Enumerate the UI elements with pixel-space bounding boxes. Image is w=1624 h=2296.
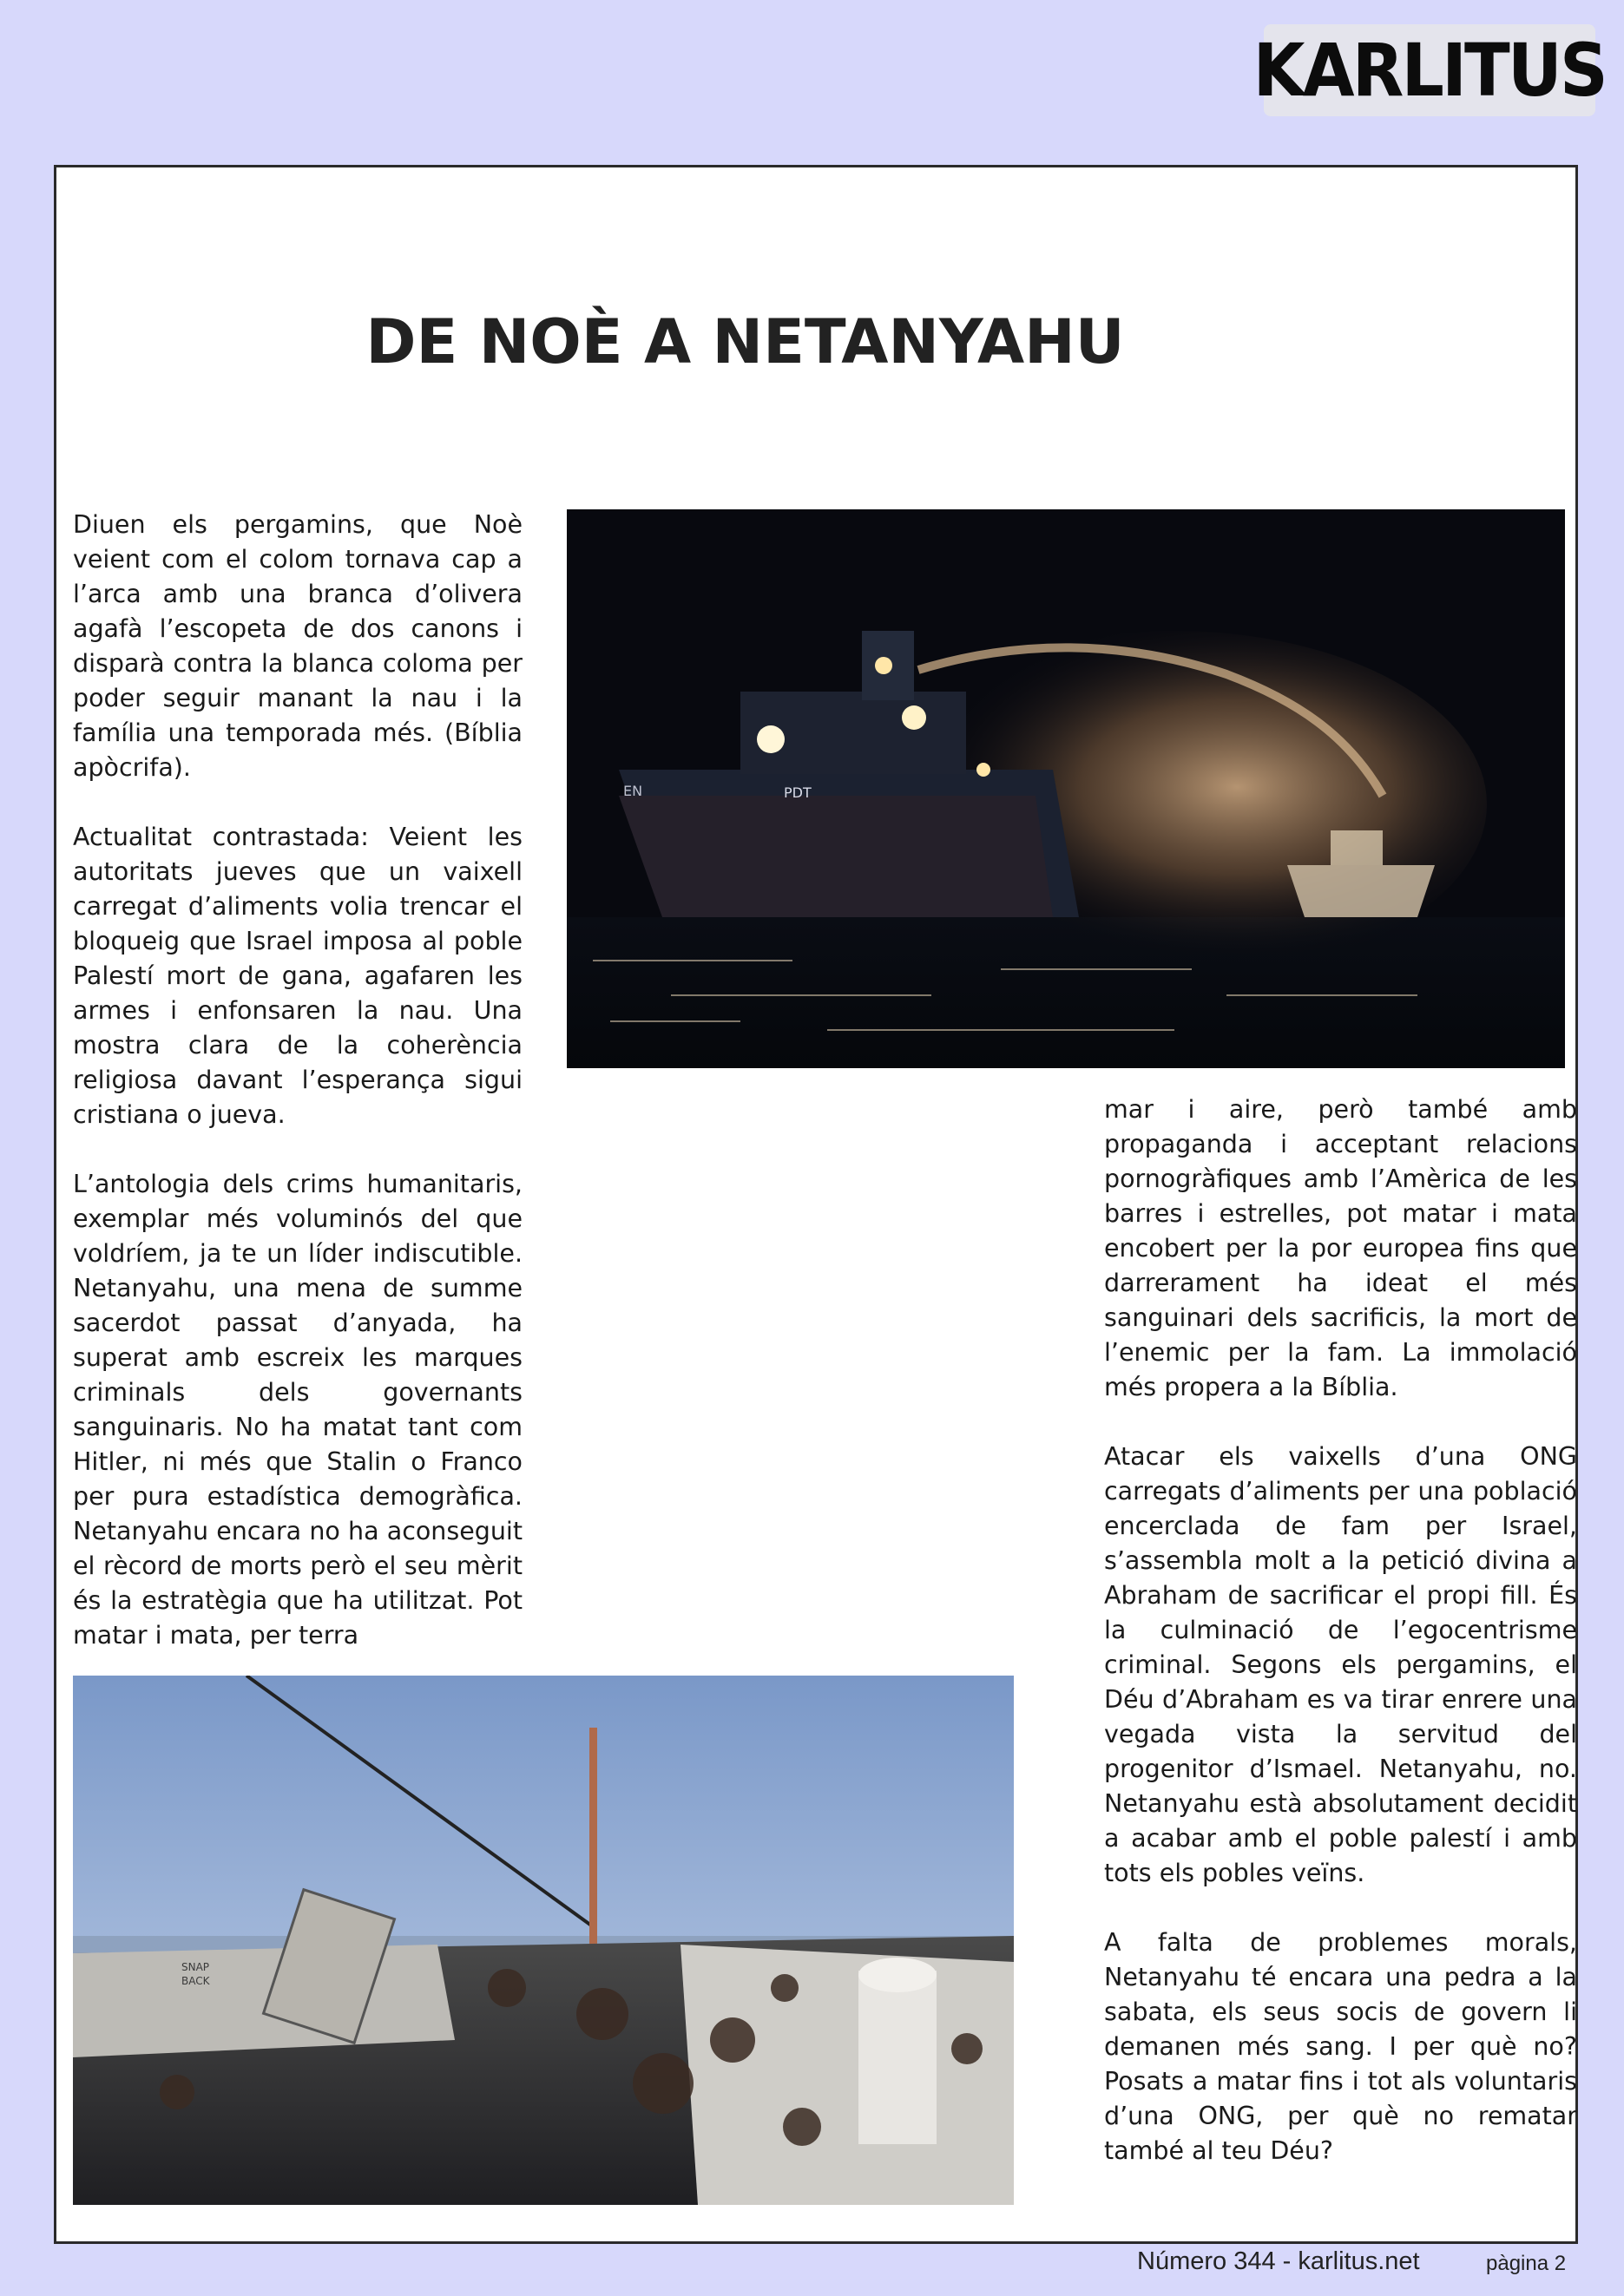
paragraph: Actualitat contrastada: Veient les autoritats jueves que un vaixell carregat d’aliments volia trencar el bloqueig que Israel imposa al poble Palestí mort de gana, agafaren les armes i enfonsaren la nau. Una mostra clara de la coherència religiosa davant l’esperança sigui cristiana o jueva. — [73, 823, 523, 1129]
paragraph: Diuen els pergamins, que Noè veient com el colom tornava cap a l’arca amb una branca d’olivera agafà l’escopeta de dos canons i disparà contra la blanca coloma per poder seguir manant la nau i la família una temporada més. (Bíblia apòcrifa). — [73, 510, 523, 782]
article-title: DE NOÈ A NETANYAHU — [365, 306, 1125, 377]
footer-issue: Número 344 - karlitus.net — [1137, 2247, 1420, 2275]
deck-sign-text: BACK — [181, 1975, 210, 1987]
paragraph: Atacar els vaixells d’una ONG carregats d’aliments per una població encerclada de fam per Israel, s’assembla molt a la petició divina a Abraham de sacrificar el propi fill. És la culminació de l’egocentrisme criminal. Segons els pergamins, el Déu d’Abraham es va tirar enrere una vegada vista la servitud del progenitor d’Ismael. Netanyahu, no. Netanyahu està absolutament decidit a acabar amb el poble palestí i amb tots els pobles veïns. — [1104, 1442, 1577, 1887]
footer-page-number: pàgina 2 — [1486, 2252, 1567, 2275]
paragraph: A falta de problemes morals, Netanyahu té encara una pedra a la sabata, els seus socis de govern li demanen més sang. I per què no? Posats a matar fins i tot als voluntaris d’una ONG, per què no rematar també al teu Déu? — [1104, 1928, 1577, 2165]
night-ship-image — [567, 509, 1565, 1068]
left-column — [73, 508, 523, 1653]
paragraph: L’antologia dels crims humanitaris, exemplar més voluminós del que voldríem, ja te un líder indiscutible. Netanyahu, una mena de summe sacerdot passat d’anyada, ha superat amb escreix les marques criminals dels governants sanguinaris. No ha matat tant com Hitler, ni més que Stalin o Franco per pura estadística demogràfica. Netanyahu encara no ha aconseguit el rècord de morts però el seu mèrit és la estratègia que ha utilitzat. Pot matar i mata, per terra — [73, 1170, 523, 1650]
logo-text: KARLITUS — [1253, 28, 1607, 113]
article-frame — [54, 165, 1578, 2244]
paragraph: mar i aire, però també amb propaganda i acceptant relacions pornogràfiques amb l’Amèrica de les barres i estrelles, pot matar i mata encobert per la por europea fins que darrerament ha ideat el més sanguinari dels sacrificis, la mort de l’enemic per la fam. La immolació més propera a la Bíblia. — [1104, 1095, 1577, 1401]
burnt-ship-deck-image — [73, 1676, 1014, 2205]
ship-water-cannon-photo — [567, 509, 1565, 1068]
damaged-deck-photo — [73, 1676, 1014, 2205]
deck-sign-text: SNAP — [181, 1961, 210, 1973]
ship-marking: EN — [623, 783, 643, 799]
right-column — [1104, 1092, 1577, 2168]
ship-marking: PDT — [784, 784, 812, 801]
karlitus-logo — [1253, 24, 1607, 116]
